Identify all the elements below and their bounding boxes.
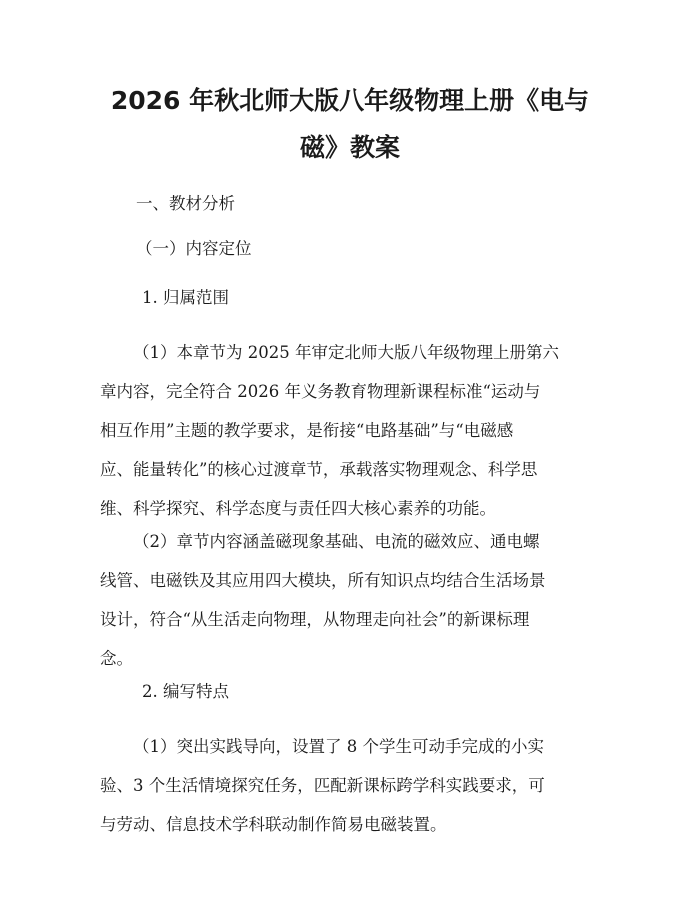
paragraph-line: 与劳动、信息技术学科联动制作简易电磁装置。 bbox=[100, 815, 447, 834]
paragraph-line: 念。 bbox=[100, 649, 133, 668]
paragraph-line: 验、3 个生活情境探究任务，匹配新课标跨学科实践要求，可 bbox=[100, 776, 545, 795]
paragraph-line: 应、能量转化”的核心过渡章节，承载落实物理观念、科学思 bbox=[100, 460, 538, 479]
paragraph-line: （1）本章节为 2025 年审定北师大版八年级物理上册第六 bbox=[133, 343, 559, 362]
paragraph-scope-1 bbox=[100, 333, 600, 528]
paragraph-line: （1）突出实践导向，设置了 8 个学生可动手完成的小实 bbox=[133, 737, 544, 756]
paragraph-line: 章内容，完全符合 2026 年义务教育物理新课程标准“运动与 bbox=[100, 382, 541, 401]
paragraph-line: 线管、电磁铁及其应用四大模块，所有知识点均结合生活场景 bbox=[100, 571, 546, 590]
section-heading-textbook-analysis: 一、教材分析 bbox=[136, 194, 235, 213]
document-title-line-1: 2026 年秋北师大版八年级物理上册《电与 bbox=[110, 86, 590, 115]
paragraph-line: （2）章节内容涵盖磁现象基础、电流的磁效应、通电螺 bbox=[133, 532, 540, 551]
item-heading-writing-features: 2. 编写特点 bbox=[142, 682, 229, 701]
item-heading-scope: 1. 归属范围 bbox=[142, 288, 229, 307]
paragraph-line: 设计，符合“从生活走向物理，从物理走向社会”的新课标理 bbox=[100, 610, 530, 629]
paragraph-line: 相互作用”主题的教学要求，是衔接“电路基础”与“电磁感 bbox=[100, 421, 514, 440]
paragraph-scope-2 bbox=[100, 522, 600, 678]
subsection-heading-content-positioning: （一）内容定位 bbox=[136, 239, 252, 258]
paragraph-features-1 bbox=[100, 727, 600, 844]
document-title-line-2: 磁》教案 bbox=[299, 133, 400, 162]
paragraph-line: 维、科学探究、科学态度与责任四大核心素养的功能。 bbox=[100, 499, 496, 518]
